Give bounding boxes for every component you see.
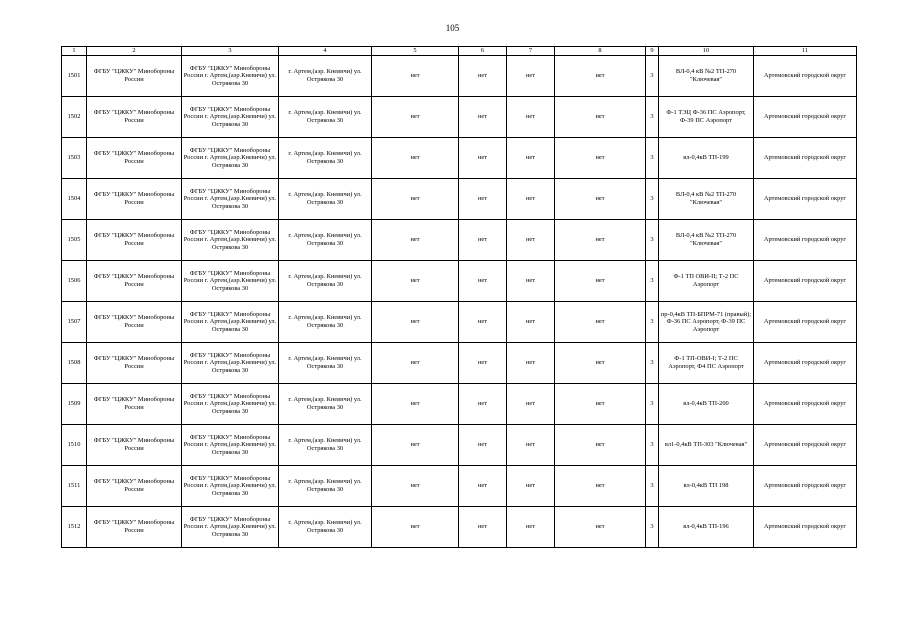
table-body: [62, 56, 857, 548]
column-9-cell: 3: [646, 343, 659, 384]
location-cell: г. Артем,(аэр. Кневичи) ул. Острякова 30: [279, 261, 372, 302]
row-number-cell: 1506: [62, 261, 87, 302]
power-line-cell: пр-0,4кВ ТП-БПРМ-71 (правый); Ф-36 ПС Аэропорт, Ф-39 ПС Аэропорт: [659, 302, 754, 343]
owner-cell: ФГБУ "ЦЖКУ" Минобороны России: [87, 507, 182, 548]
row-number-cell: 1502: [62, 97, 87, 138]
district-cell: Артемовский городской округ: [754, 220, 857, 261]
column-7-cell: нет: [507, 343, 555, 384]
table-row: [62, 384, 857, 425]
column-5-cell: нет: [372, 179, 459, 220]
district-cell: Артемовский городской округ: [754, 425, 857, 466]
column-7-cell: нет: [507, 425, 555, 466]
power-line-cell: вл-0,4кВ ТП 198: [659, 466, 754, 507]
column-header: 5: [372, 47, 459, 56]
column-8-cell: нет: [555, 56, 646, 97]
column-6-cell: нет: [459, 220, 507, 261]
column-6-cell: нет: [459, 343, 507, 384]
row-number-cell: 1505: [62, 220, 87, 261]
column-9-cell: 3: [646, 56, 659, 97]
power-line-cell: Ф-1 ТЭЦ Ф-36 ПС Аэропорт, Ф-39 ПС Аэропорт: [659, 97, 754, 138]
location-cell: г. Артем,(аэр. Кневичи) ул. Острякова 30: [279, 302, 372, 343]
column-6-cell: нет: [459, 179, 507, 220]
row-number-cell: 1512: [62, 507, 87, 548]
row-number-cell: 1510: [62, 425, 87, 466]
owner-cell: ФГБУ "ЦЖКУ" Минобороны России: [87, 466, 182, 507]
column-8-cell: нет: [555, 466, 646, 507]
column-7-cell: нет: [507, 179, 555, 220]
column-7-cell: нет: [507, 384, 555, 425]
row-number-cell: 1507: [62, 302, 87, 343]
column-7-cell: нет: [507, 507, 555, 548]
table-row: [62, 425, 857, 466]
column-header: 4: [279, 47, 372, 56]
table-row: [62, 302, 857, 343]
district-cell: Артемовский городской округ: [754, 507, 857, 548]
column-5-cell: нет: [372, 302, 459, 343]
column-8-cell: нет: [555, 261, 646, 302]
table-row: [62, 343, 857, 384]
column-5-cell: нет: [372, 56, 459, 97]
column-5-cell: нет: [372, 507, 459, 548]
column-5-cell: нет: [372, 466, 459, 507]
district-cell: Артемовский городской округ: [754, 384, 857, 425]
column-7-cell: нет: [507, 138, 555, 179]
registry-table: [61, 46, 857, 548]
owner-cell: ФГБУ "ЦЖКУ" Минобороны России: [87, 302, 182, 343]
location-cell: г. Артем,(аэр. Кневичи) ул. Острякова 30: [279, 507, 372, 548]
column-8-cell: нет: [555, 220, 646, 261]
power-line-cell: ВЛ-0,4 кВ №2 ТП-270 "Ключевая": [659, 56, 754, 97]
row-number-cell: 1508: [62, 343, 87, 384]
column-6-cell: нет: [459, 261, 507, 302]
owner-address-cell: ФГБУ "ЦЖКУ" Минобороны России г. Артем,(аэр.Кневичи) ул. Острякова 30: [182, 466, 279, 507]
header-row: [62, 47, 857, 56]
owner-cell: ФГБУ "ЦЖКУ" Минобороны России: [87, 343, 182, 384]
column-header: 6: [459, 47, 507, 56]
district-cell: Артемовский городской округ: [754, 466, 857, 507]
owner-cell: ФГБУ "ЦЖКУ" Минобороны России: [87, 220, 182, 261]
column-6-cell: нет: [459, 302, 507, 343]
table-row: [62, 138, 857, 179]
owner-cell: ФГБУ "ЦЖКУ" Минобороны России: [87, 56, 182, 97]
column-5-cell: нет: [372, 138, 459, 179]
power-line-cell: вл-0,4кВ ТП-196: [659, 507, 754, 548]
column-7-cell: нет: [507, 56, 555, 97]
district-cell: Артемовский городской округ: [754, 138, 857, 179]
column-5-cell: нет: [372, 220, 459, 261]
district-cell: Артемовский городской округ: [754, 97, 857, 138]
owner-address-cell: ФГБУ "ЦЖКУ" Минобороны России г. Артем,(аэр.Кневичи) ул. Острякова 30: [182, 384, 279, 425]
column-6-cell: нет: [459, 56, 507, 97]
district-cell: Артемовский городской округ: [754, 261, 857, 302]
column-5-cell: нет: [372, 97, 459, 138]
power-line-cell: вл1-0,4кВ ТП-303 "Ключевая": [659, 425, 754, 466]
location-cell: г. Артем,(аэр. Кневичи) ул. Острякова 30: [279, 466, 372, 507]
column-9-cell: 3: [646, 466, 659, 507]
location-cell: г. Артем,(аэр. Кневичи) ул. Острякова 30: [279, 384, 372, 425]
column-7-cell: нет: [507, 220, 555, 261]
power-line-cell: Ф-1 ТП-ОВИ-I; Т-2 ПС Аэропорт, Ф4 ПС Аэропорт: [659, 343, 754, 384]
location-cell: г. Артем,(аэр. Кневичи) ул. Острякова 30: [279, 56, 372, 97]
owner-address-cell: ФГБУ "ЦЖКУ" Минобороны России г. Артем,(аэр.Кневичи) ул. Острякова 30: [182, 343, 279, 384]
owner-address-cell: ФГБУ "ЦЖКУ" Минобороны России г. Артем,(аэр.Кневичи) ул. Острякова 30: [182, 261, 279, 302]
owner-address-cell: ФГБУ "ЦЖКУ" Минобороны России г. Артем,(аэр.Кневичи) ул. Острякова 30: [182, 56, 279, 97]
column-9-cell: 3: [646, 261, 659, 302]
column-7-cell: нет: [507, 261, 555, 302]
column-9-cell: 3: [646, 220, 659, 261]
row-number-cell: 1501: [62, 56, 87, 97]
power-line-cell: вл-0,4кВ ТП-200: [659, 384, 754, 425]
table-header: [62, 47, 857, 56]
owner-cell: ФГБУ "ЦЖКУ" Минобороны России: [87, 138, 182, 179]
row-number-cell: 1504: [62, 179, 87, 220]
column-header: 2: [87, 47, 182, 56]
column-9-cell: 3: [646, 384, 659, 425]
column-8-cell: нет: [555, 179, 646, 220]
column-6-cell: нет: [459, 97, 507, 138]
column-7-cell: нет: [507, 97, 555, 138]
location-cell: г. Артем,(аэр. Кневичи) ул. Острякова 30: [279, 343, 372, 384]
column-header: 8: [555, 47, 646, 56]
owner-address-cell: ФГБУ "ЦЖКУ" Минобороны России г. Артем,(аэр.Кневичи) ул. Острякова 30: [182, 220, 279, 261]
column-5-cell: нет: [372, 425, 459, 466]
column-9-cell: 3: [646, 302, 659, 343]
page-number: 105: [445, 23, 460, 33]
column-header: 11: [754, 47, 857, 56]
table-row: [62, 261, 857, 302]
owner-cell: ФГБУ "ЦЖКУ" Минобороны России: [87, 97, 182, 138]
district-cell: Артемовский городской округ: [754, 56, 857, 97]
column-header: 10: [659, 47, 754, 56]
owner-cell: ФГБУ "ЦЖКУ" Минобороны России: [87, 179, 182, 220]
location-cell: г. Артем,(аэр. Кневичи) ул. Острякова 30: [279, 425, 372, 466]
column-8-cell: нет: [555, 425, 646, 466]
column-8-cell: нет: [555, 384, 646, 425]
column-header: 1: [62, 47, 87, 56]
column-6-cell: нет: [459, 466, 507, 507]
location-cell: г. Артем,(аэр. Кневичи) ул. Острякова 30: [279, 220, 372, 261]
column-9-cell: 3: [646, 179, 659, 220]
column-header: 9: [646, 47, 659, 56]
column-9-cell: 3: [646, 138, 659, 179]
power-line-cell: Ф-1 ТП ОВИ-II; Т-2 ПС Аэропорт: [659, 261, 754, 302]
column-8-cell: нет: [555, 97, 646, 138]
owner-address-cell: ФГБУ "ЦЖКУ" Минобороны России г. Артем,(аэр.Кневичи) ул. Острякова 30: [182, 425, 279, 466]
column-7-cell: нет: [507, 466, 555, 507]
column-8-cell: нет: [555, 138, 646, 179]
table-row: [62, 507, 857, 548]
location-cell: г. Артем,(аэр. Кневичи) ул. Острякова 30: [279, 179, 372, 220]
table-row: [62, 179, 857, 220]
column-header: 7: [507, 47, 555, 56]
column-8-cell: нет: [555, 302, 646, 343]
column-8-cell: нет: [555, 343, 646, 384]
table-row: [62, 97, 857, 138]
district-cell: Артемовский городской округ: [754, 343, 857, 384]
column-6-cell: нет: [459, 384, 507, 425]
column-9-cell: 3: [646, 507, 659, 548]
column-8-cell: нет: [555, 507, 646, 548]
row-number-cell: 1503: [62, 138, 87, 179]
owner-cell: ФГБУ "ЦЖКУ" Минобороны России: [87, 384, 182, 425]
location-cell: г. Артем,(аэр. Кневичи) ул. Острякова 30: [279, 97, 372, 138]
table-row: [62, 220, 857, 261]
owner-address-cell: ФГБУ "ЦЖКУ" Минобороны России г. Артем,(аэр.Кневичи) ул. Острякова 30: [182, 179, 279, 220]
table-row: [62, 56, 857, 97]
column-header: 3: [182, 47, 279, 56]
owner-address-cell: ФГБУ "ЦЖКУ" Минобороны России г. Артем,(аэр.Кневичи) ул. Острякова 30: [182, 138, 279, 179]
power-line-cell: ВЛ-0,4 кВ №2 ТП-270 "Ключевая": [659, 220, 754, 261]
owner-address-cell: ФГБУ "ЦЖКУ" Минобороны России г. Артем,(аэр.Кневичи) ул. Острякова 30: [182, 302, 279, 343]
column-7-cell: нет: [507, 302, 555, 343]
owner-address-cell: ФГБУ "ЦЖКУ" Минобороны России г. Артем,(аэр.Кневичи) ул. Острякова 30: [182, 97, 279, 138]
column-5-cell: нет: [372, 261, 459, 302]
row-number-cell: 1511: [62, 466, 87, 507]
power-line-cell: ВЛ-0,4 кВ №2 ТП-270 "Ключевая": [659, 179, 754, 220]
column-9-cell: 3: [646, 425, 659, 466]
row-number-cell: 1509: [62, 384, 87, 425]
owner-address-cell: ФГБУ "ЦЖКУ" Минобороны России г. Артем,(аэр.Кневичи) ул. Острякова 30: [182, 507, 279, 548]
power-line-cell: вл-0,4кВ ТП-199: [659, 138, 754, 179]
district-cell: Артемовский городской округ: [754, 179, 857, 220]
district-cell: Артемовский городской округ: [754, 302, 857, 343]
location-cell: г. Артем,(аэр. Кневичи) ул. Острякова 30: [279, 138, 372, 179]
column-6-cell: нет: [459, 425, 507, 466]
column-6-cell: нет: [459, 138, 507, 179]
column-6-cell: нет: [459, 507, 507, 548]
table-row: [62, 466, 857, 507]
column-9-cell: 3: [646, 97, 659, 138]
owner-cell: ФГБУ "ЦЖКУ" Минобороны России: [87, 425, 182, 466]
owner-cell: ФГБУ "ЦЖКУ" Минобороны России: [87, 261, 182, 302]
column-5-cell: нет: [372, 343, 459, 384]
column-5-cell: нет: [372, 384, 459, 425]
